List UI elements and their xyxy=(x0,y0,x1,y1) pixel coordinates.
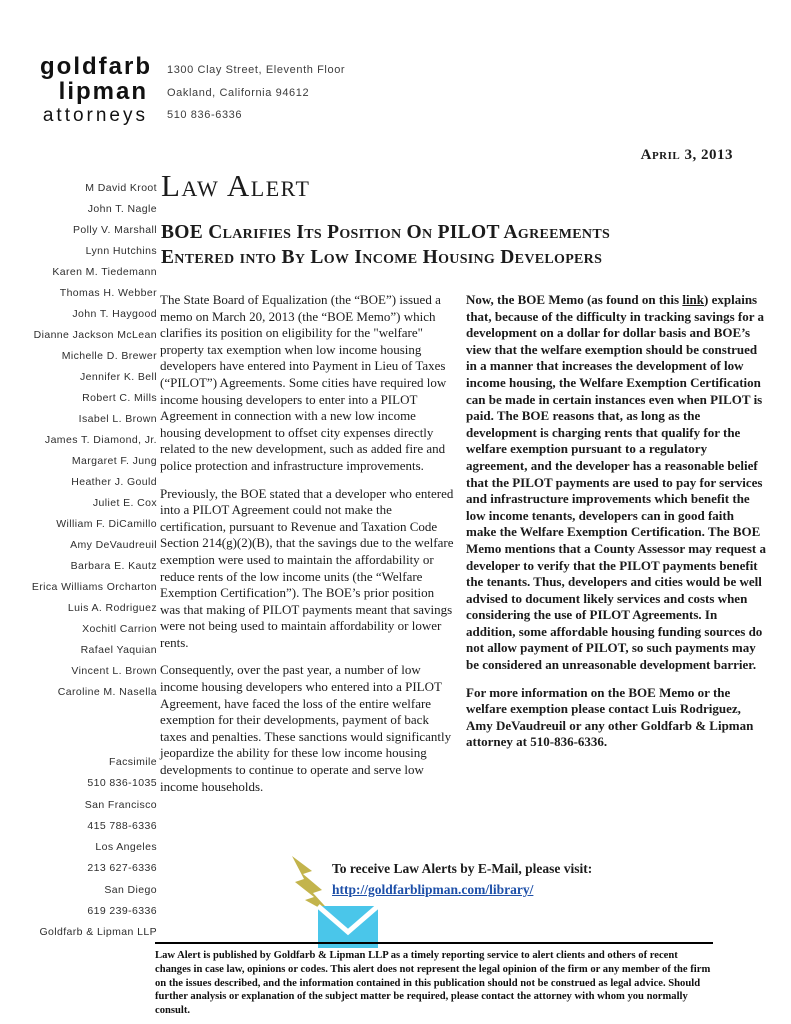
boe-memo-link[interactable]: link xyxy=(682,292,705,307)
headline-line-2: Entered into By Low Income Housing Developers xyxy=(161,247,603,268)
attorney-name: Heather J. Gould xyxy=(71,476,157,488)
firm-address xyxy=(167,59,345,127)
paragraph xyxy=(466,292,766,674)
attorney-name: Erica Williams Orcharton xyxy=(31,581,157,593)
attorney-name: Vincent L. Brown xyxy=(71,665,157,677)
article-body xyxy=(160,292,766,806)
attorney-name: Karen M. Tiedemann xyxy=(52,266,157,278)
contact-label: Facsimile xyxy=(109,756,157,768)
page-title: Law Alert xyxy=(161,168,311,203)
attorney-name: Robert C. Mills xyxy=(82,392,157,404)
attorney-name: Lynn Hutchins xyxy=(85,245,157,257)
left-column xyxy=(160,292,457,806)
firm-logo xyxy=(40,53,152,127)
attorney-name: Luis A. Rodriguez xyxy=(67,602,157,614)
contact-label: Los Angeles xyxy=(95,841,157,854)
paragraph: Consequently, over the past year, a number of low income housing developers who entered into a PILOT Agreement, have faced the loss of the entire welfare exemption for their developments, payment of back taxes and penalties. These sanctions would significantly jeopardize the ability for these low income housing developments to continue to operate and serve low income households. xyxy=(160,662,452,794)
attorney-name: Michelle D. Brewer xyxy=(61,350,157,362)
disclaimer-text: Law Alert is published by Goldfarb & Lipman LLP as a timely reporting service to alert clients and others of recent changes in case law, opinions or codes. This alert does not represent the legal opinion of the firm or any member of the firm on the issues described, and the information contained in this publication should not be construed as legal advice. Should further analysis or explanation of the subject matter be required, please contact the attorney with whom you normally consult. xyxy=(155,942,713,1018)
attorney-name: Caroline M. Nasella xyxy=(57,686,157,698)
email-prompt: To receive Law Alerts by E-Mail, please visit: xyxy=(332,861,593,876)
logo-line-goldfarb: goldfarb xyxy=(40,53,152,80)
attorney-name: Xochitl Carrion xyxy=(82,623,157,635)
email-envelope-icon xyxy=(276,856,380,950)
article-headline xyxy=(161,220,743,270)
paragraph: Previously, the BOE stated that a developer who entered into a PILOT Agreement could not make the certification, pursuant to Revenue and Taxation Code Section 214(g)(2)(B), that the savings due to the welfare exemption were used to maintain the affordability or reduce rents of the low income units (the “Welfare Exemption Certification”). The BOE’s prior position was that making of PILOT payments meant that savings were not being used to maintain affordability or lower rents. xyxy=(160,485,454,650)
email-text xyxy=(332,856,746,900)
attorney-name: Polly V. Marshall xyxy=(72,224,157,236)
attorney-name: James T. Diamond, Jr. xyxy=(44,434,157,446)
attorney-name: Margaret F. Jung xyxy=(71,455,157,467)
office-contacts xyxy=(0,752,157,944)
contact-phone: 213 627-6336 xyxy=(87,862,157,875)
attorney-name: Isabel L. Brown xyxy=(78,413,157,425)
attorney-list xyxy=(0,178,157,703)
attorney-name: William F. DiCamillo xyxy=(56,518,157,530)
headline-line-1: BOE Clarifies Its Position On PILOT Agreements xyxy=(161,222,611,243)
attorney-name: Amy DeVaudreuil xyxy=(70,539,157,551)
address-street: 1300 Clay Street, Eleventh Floor xyxy=(167,64,346,76)
attorney-name: Dianne Jackson McLean xyxy=(33,329,157,341)
attorney-name: John T. Haygood xyxy=(72,308,157,320)
attorney-name: Juliet E. Cox xyxy=(92,497,157,509)
attorney-name: Rafael Yaquian xyxy=(80,644,157,656)
address-city: Oakland, California 94612 xyxy=(167,86,310,99)
logo-line-lipman: lipman xyxy=(58,78,148,105)
email-signup xyxy=(276,856,746,900)
address-phone: 510 836-6336 xyxy=(167,109,243,121)
attorney-name: M David Kroot xyxy=(85,182,157,194)
contact-phone: 510 836-1035 xyxy=(87,777,157,790)
right-column xyxy=(466,292,766,806)
firm-name: Goldfarb & Lipman LLP xyxy=(39,926,157,939)
library-url-link[interactable]: http://goldfarblipman.com/library/ xyxy=(332,882,534,897)
logo-line-attorneys: attorneys xyxy=(42,105,148,126)
contact-phone: 619 239-6336 xyxy=(87,905,157,918)
attorney-name: Barbara E. Kautz xyxy=(70,560,157,572)
attorney-name: Thomas H. Webber xyxy=(59,287,157,299)
contact-label: San Diego xyxy=(104,883,157,896)
attorney-name: John T. Nagle xyxy=(87,203,157,215)
issue-date: April 3, 2013 xyxy=(640,147,733,163)
contact-label: San Francisco xyxy=(84,798,157,811)
attorney-name: Jennifer K. Bell xyxy=(79,371,157,383)
paragraph: The State Board of Equalization (the “BOE”) issued a memo on March 20, 2013 (the “BOE Memo”) which clarifies its position on eligibility for the "welfare" property tax exemption when low income housing developers have entered into Payment in Lieu of Taxes (“PILOT”) Agreements. Some cities have required low income housing developers to enter into a PILOT Agreement in connection with a new low income housing development to offset city expenses directly related to the new development, such as added fire and police protection and infrastructure improvements. xyxy=(160,292,447,473)
contact-phone: 415 788-6336 xyxy=(87,819,157,832)
paragraph-text: ) explains that, because of the difficulty in tracking savings for a development on a dollar for dollar basis and BOE’s view that the welfare exemption should be construed in a manner that increases the development of low income housing, the Welfare Exemption Certification can be made in certain instances even when PILOT is paid. The BOE reasons that, as long as the development is charging rents that qualify for the welfare exemption pursuant to a regulatory agreement, and the developer has a reasonable belief that the PILOT payments are used to pay for services and infrastructure improvements which benefit the low income tenants, developers can in good faith make the Welfare Exemption Certification. The BOE Memo mentions that a County Assessor may request a developer to verify that the PILOT payments benefit the tenants. Thus, developers and cities would be well advised to document likely services and costs when considering the use of PILOT Agreements. In addition, some affordable housing funding sources do not allow payment of PILOT, so such payments may be considered an unreasonable development barrier. xyxy=(466,292,766,673)
paragraph-text: Now, the BOE Memo (as found on this xyxy=(466,292,683,307)
paragraph: For more information on the BOE Memo or the welfare exemption please contact Luis Rodriguez, Amy DeVaudreuil or any other Goldfarb & Lipman attorney at 510-836-6336. xyxy=(466,684,754,750)
